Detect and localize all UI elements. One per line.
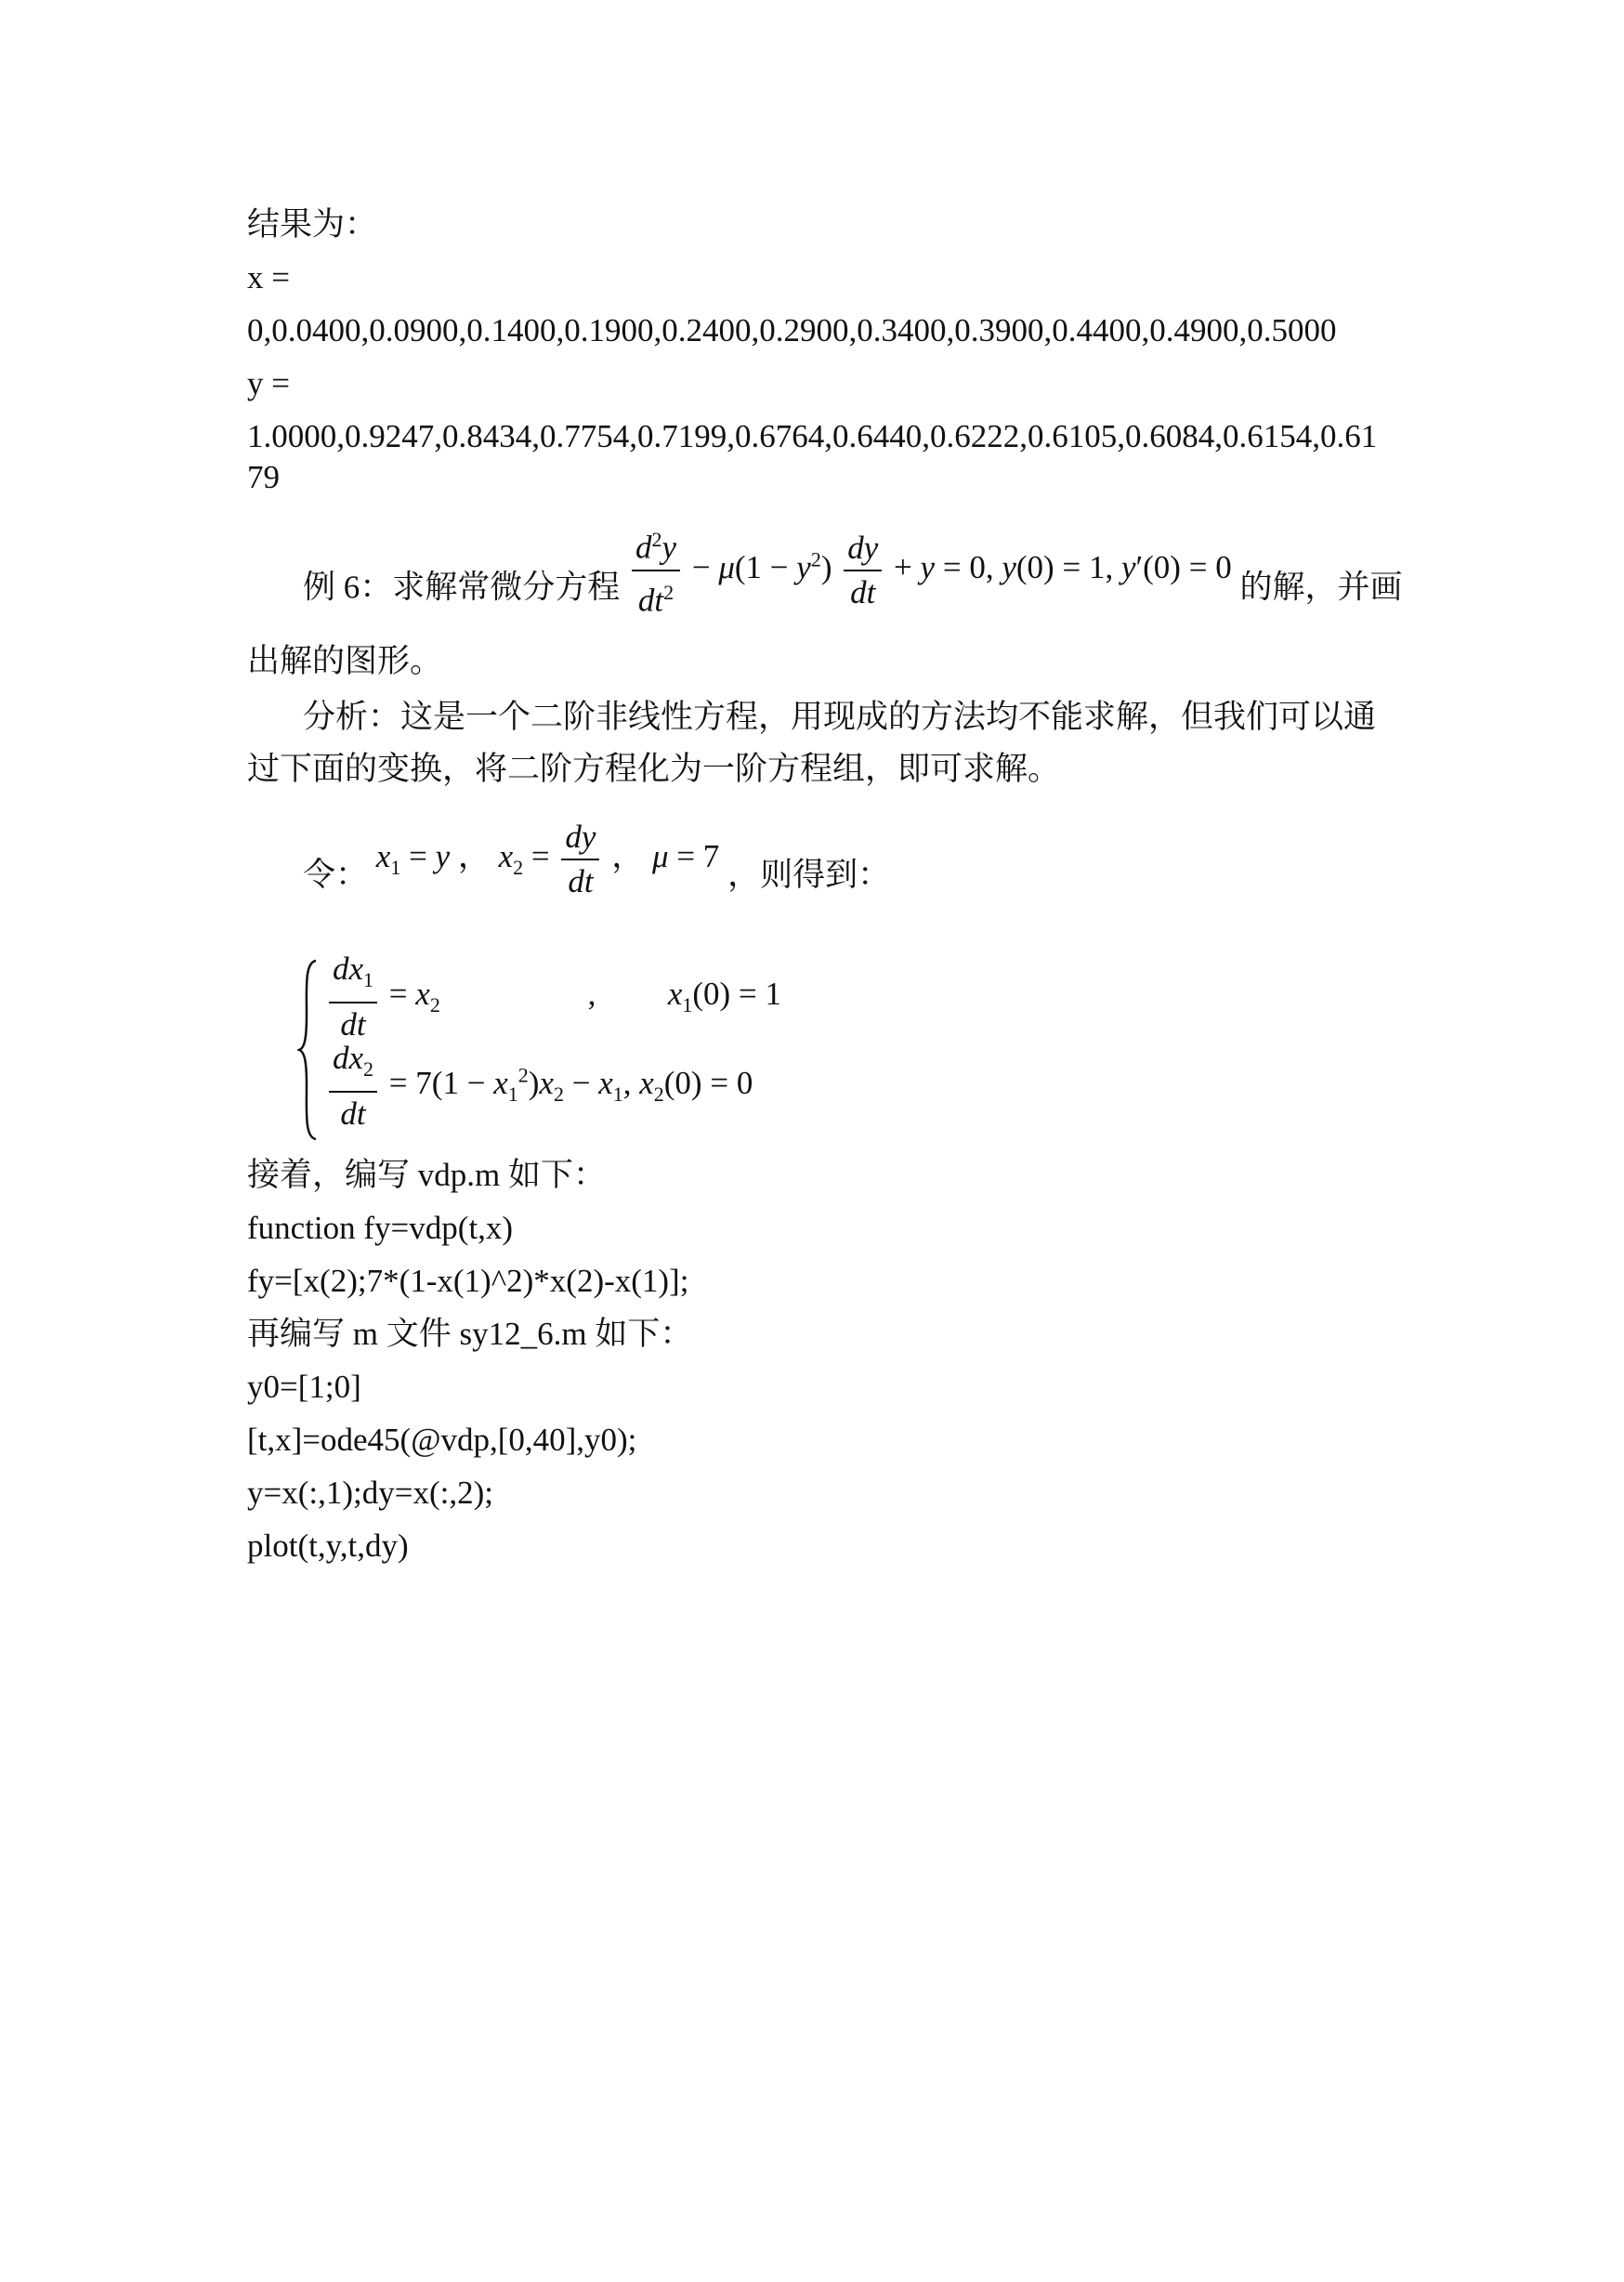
code-line-2: fy=[x(2);7*(1-x(1)^2)*x(2)-x(1)]; (247, 1263, 689, 1299)
left-brace (297, 959, 318, 1141)
example6-line2: 出解的图形。 (247, 643, 443, 679)
code-line-4: [t,x]=ode45(@vdp,[0,40],y0); (247, 1422, 637, 1458)
example6-line (303, 520, 1402, 620)
x-values: 0,0.0400,0.0900,0.1400,0.1900,0.2400,0.2900,0.3400,0.3900,0.4400,0.4900,0.5000 (247, 312, 1337, 348)
next-text: 接着，编写 vdp.m 如下： (247, 1157, 606, 1193)
example6-suffix: 的解，并画 (1239, 569, 1403, 606)
example6-prefix: 例 6：求解常微分方程 (303, 569, 621, 606)
equation-row-2: $\frac{dx_2}{dt}$ = $7(1 - x_1^2)x_2 - x_1$, $x_2(0) = 0$ (325, 1039, 753, 1134)
x-label: x = (247, 259, 290, 295)
analysis-line2: 过下面的变换，将二阶方程化为一阶方程组，即可求解。 (247, 751, 1061, 787)
write-m-file: 再编写 m 文件 sy12_6.m 如下： (247, 1316, 693, 1352)
substitution-formula: $x_1 = y$ ， $x_2$ = $\frac{dy}{dt}$ ， μ = 7 (375, 819, 728, 899)
let-line (303, 818, 890, 901)
code-line-1: function fy=vdp(t,x) (247, 1210, 514, 1246)
equation-system (297, 950, 818, 1135)
ode-equation: $\frac{d^2y}{dt^2}$ − $\mu(1 - y^2)$ $\frac{dy}{dt}$ + y = 0, y(0) = 1, y′(0) = 0 (628, 549, 1239, 585)
y-label: y = (247, 365, 290, 401)
code-line-6: plot(t,y,t,dy) (247, 1528, 409, 1564)
code-line-5: y=x(:,1);dy=x(:,2); (247, 1475, 493, 1511)
let-prefix: 令： (303, 857, 369, 894)
result-heading: 结果为： (247, 206, 378, 243)
let-suffix: ，则得到： (727, 857, 891, 894)
y-values: 1.0000,0.9247,0.8434,0.7754,0.7199,0.6764,0.6440,0.6222,0.6105,0.6084,0.6154,0.6179 (247, 418, 1378, 495)
code-line-3: y0=[1;0] (247, 1369, 361, 1405)
analysis-line1: 分析：这是一个二阶非线性方程，用现成的方法均不能求解，但我们可以通 (303, 699, 1377, 735)
equation-row-1: $\frac{dx_1}{dt}$ = $x_2$ , $x_1(0) = 1$ (325, 950, 781, 1044)
